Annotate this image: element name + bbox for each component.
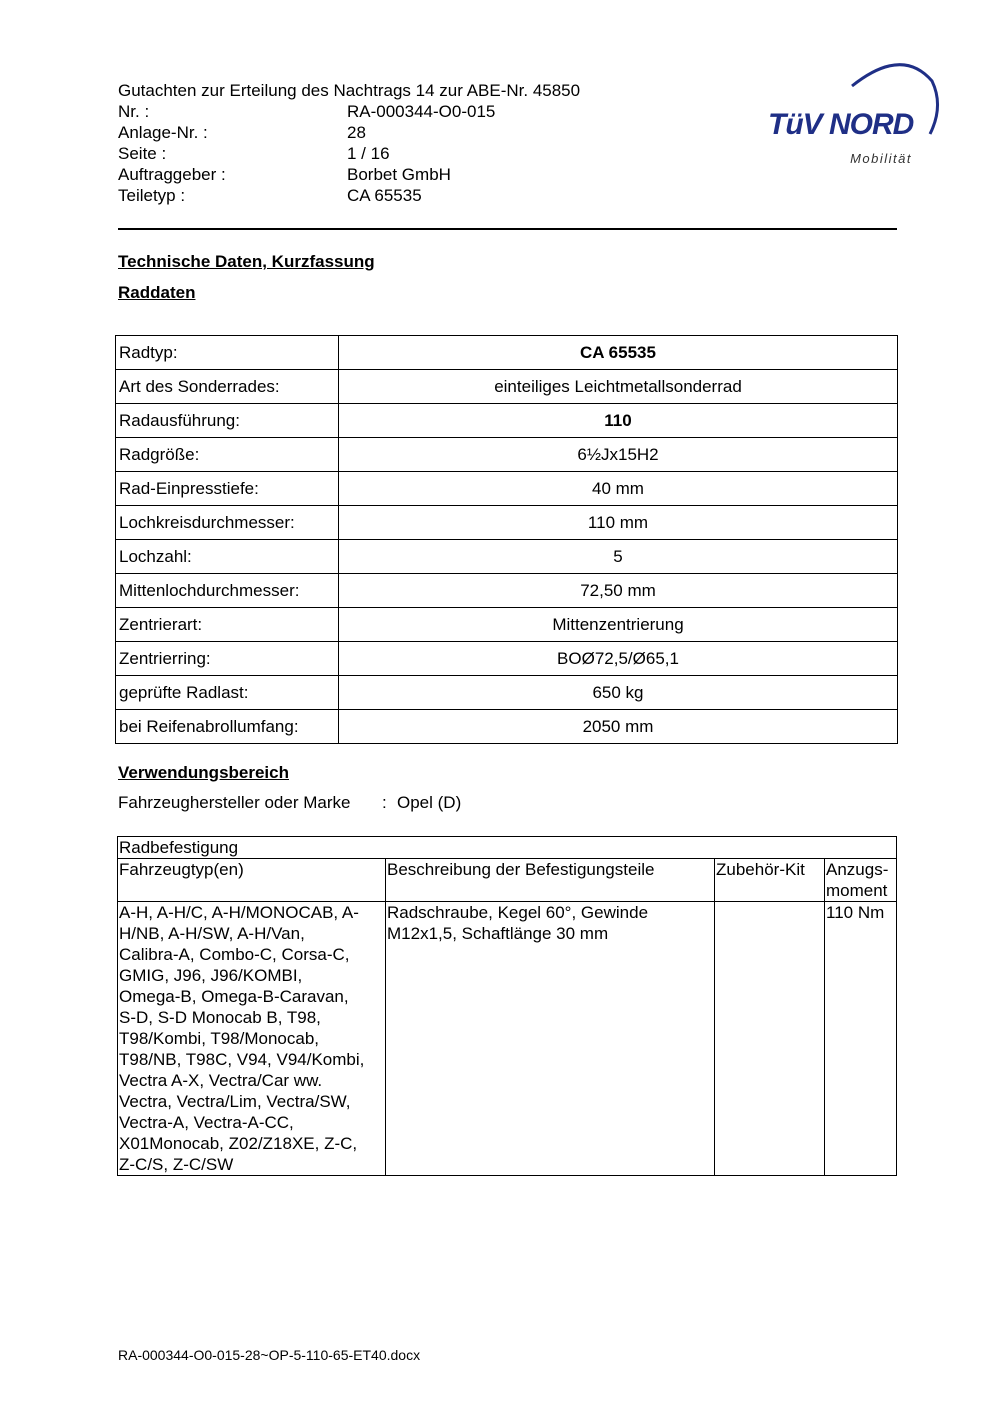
description-cell: Radschraube, Kegel 60°, Gewinde M12x1,5, Schaftlänge 30 mm [386,902,715,1176]
row-label: Zentrierring: [116,642,339,676]
header-torque: Anzugs- moment [825,859,897,902]
table-row [116,574,898,608]
table-row [116,336,898,370]
mounting-header-row [118,859,897,902]
row-value: 2050 mm [339,710,898,744]
vehicle-types-cell: A-H, A-H/C, A-H/MONOCAB, A- H/NB, A-H/SW, A-H/Van, Calibra-A, Combo-C, Corsa-C, GMIG, J96, J96/KOMBI, Omega-B, Omega-B-Caravan, S-D, S-D Monocab B, T98, T98/Kombi, T98/Monocab, T98/NB, T98C, V94, V94/Kombi, Vectra A-X, Vectra/Car ww. Vectra, Vectra/Lim, Vectra/SW, Vectra-A, Vectra-A-CC, X01Monocab, Z02/Z18XE, Z-C, Z-C/S, Z-C/SW [118,902,386,1176]
row-value: CA 65535 [339,336,898,370]
header-description: Beschreibung der Befestigungsteile [386,859,715,902]
row-value: 40 mm [339,472,898,506]
meta-label: Anlage-Nr. : [118,123,208,142]
meta-label: Nr. : [118,102,150,121]
tuv-nord-logo [762,56,942,172]
table-row [116,472,898,506]
row-label: Lochzahl: [116,540,339,574]
row-label: geprüfte Radlast: [116,676,339,710]
table-row [116,608,898,642]
row-value: BOØ72,5/Ø65,1 [339,642,898,676]
logo-brand-text: TüV NORD [768,108,914,141]
meta-value: Borbet GmbH [347,165,451,184]
meta-row [118,185,580,206]
manufacturer-value: Opel (D) [397,793,462,812]
header-vehicle-types: Fahrzeugtyp(en) [118,859,386,902]
header-divider [118,228,897,230]
row-label: Radausführung: [116,404,339,438]
table-row [116,370,898,404]
row-label: Mittenlochdurchmesser: [116,574,339,608]
meta-label: Auftraggeber : [118,165,226,184]
meta-value: 1 / 16 [347,144,390,163]
row-value: 110 [339,404,898,438]
footer-filename: RA-000344-O0-015-28~OP-5-110-65-ET40.docx [118,1347,421,1363]
header-kit: Zubehör-Kit [715,859,825,902]
row-value: einteiliges Leichtmetallsonderrad [339,370,898,404]
meta-value: CA 65535 [347,186,422,205]
row-value: 110 mm [339,506,898,540]
manufacturer-line [118,793,461,813]
meta-label: Teiletyp : [118,186,186,205]
row-value: 5 [339,540,898,574]
meta-row [118,164,580,185]
meta-row [118,122,580,143]
section-heading-wheel-data: Raddaten [118,283,196,302]
table-row [116,540,898,574]
wheel-data-table [115,335,898,744]
document-header [118,80,580,206]
row-label: Radtyp: [116,336,339,370]
table-row [116,710,898,744]
row-value: 6½Jx15H2 [339,438,898,472]
manufacturer-label: Fahrzeughersteller oder Marke [118,793,351,812]
meta-row [118,143,580,164]
torque-cell: 110 Nm [825,902,897,1176]
section-heading-tech-summary: Technische Daten, Kurzfassung [118,252,375,271]
mounting-data-row [118,902,897,1176]
table-row [116,506,898,540]
mounting-caption: Radbefestigung [118,837,897,859]
row-label: bei Reifenabrollumfang: [116,710,339,744]
meta-list [118,101,580,206]
meta-label: Seite : [118,144,167,163]
document-title: Gutachten zur Erteilung des Nachtrags 14 zur ABE-Nr. 45850 [118,81,581,100]
table-row [116,404,898,438]
meta-value: RA-000344-O0-015 [347,102,496,121]
section-heading-usage: Verwendungsbereich [118,763,289,782]
row-label: Art des Sonderrades: [116,370,339,404]
manufacturer-separator: : [382,793,387,812]
table-row [116,438,898,472]
row-label: Rad-Einpresstiefe: [116,472,339,506]
logo-subtitle: Mobilität [850,151,912,166]
row-label: Zentrierart: [116,608,339,642]
row-value: 650 kg [339,676,898,710]
wheel-mounting-table [117,836,897,1176]
row-value: Mittenzentrierung [339,608,898,642]
table-row [116,642,898,676]
row-label: Radgröße: [116,438,339,472]
row-value: 72,50 mm [339,574,898,608]
meta-row [118,101,580,122]
table-row [116,676,898,710]
row-label: Lochkreisdurchmesser: [116,506,339,540]
meta-value: 28 [347,123,366,142]
kit-cell [715,902,825,1176]
